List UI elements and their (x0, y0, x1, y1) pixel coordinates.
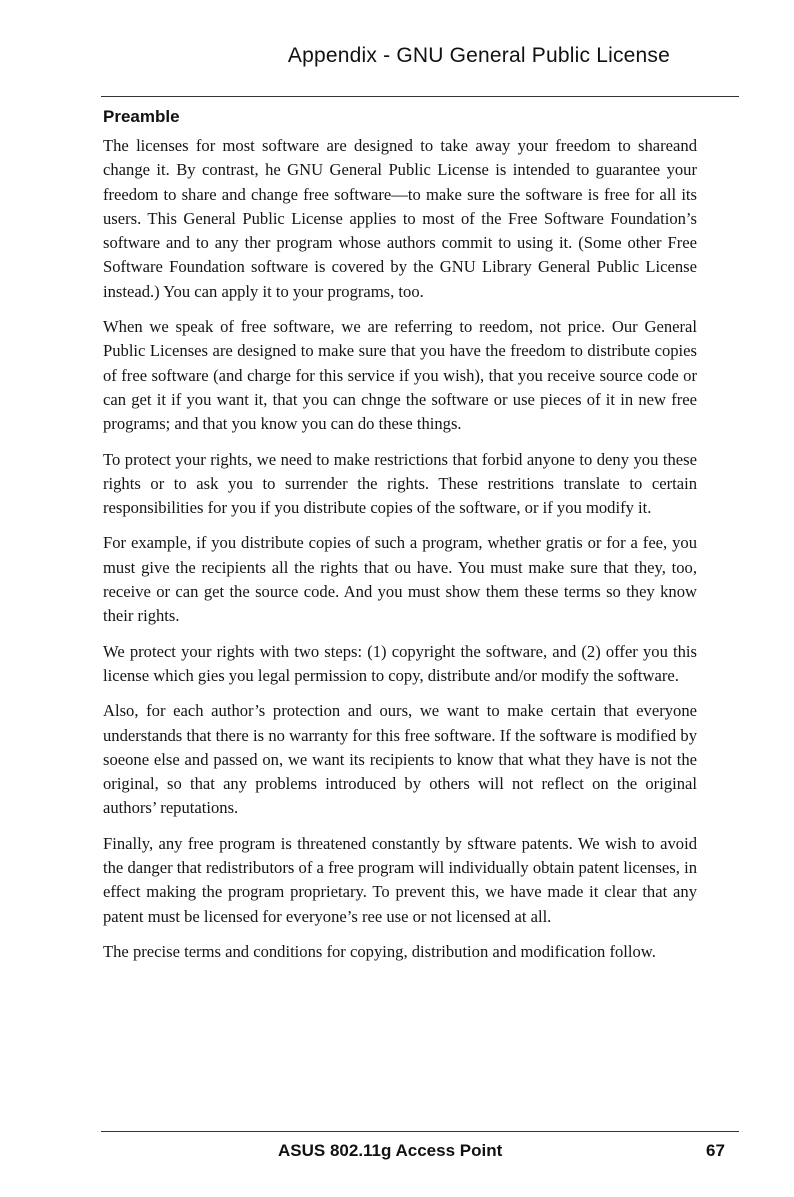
paragraph: The precise terms and conditions for copying, distribution and modification follow. (103, 941, 656, 961)
page-header-title: Appendix - GNU General Public License (287, 44, 670, 67)
paragraph: The licenses for most software are designed to take away your freedom to shareand change it. By contrast, he GNU General Public License is intended to guarantee your freedom to share and change free software—to make sure the software is free for all its users. This General Public License applies to most of the Free Software Foundation’s software and to any ther program whose authors commit to using it. (Some other Free Software Foundation software is covered by the GNU Library General Public License instead.) You can apply it to your programs, too. (103, 136, 697, 301)
paragraph: We protect your rights with two steps: (1) copyright the software, and (2) offer you this license which gies you legal permission to copy, distribute and/or modify the software. (103, 641, 697, 685)
paragraph: When we speak of free software, we are referring to reedom, not price. Our General Public Licenses are designed to make sure that you have the freedom to distribute copies of free software (and charge for this service if you wish), that you receive source code or can get it if you want it, that you can chnge the software or use pieces of it in new free programs; and that you know you can do these things. (103, 317, 697, 434)
footer-title: ASUS 802.11g Access Point (278, 1141, 503, 1160)
paragraph: To protect your rights, we need to make restrictions that forbid anyone to deny you these rights or to ask you to surrender the rights. These restritions translate to certain responsibilities for you if you distribute copies of the software, or if you modify it. (103, 449, 697, 518)
page-number: 67 (706, 1141, 725, 1160)
paragraph: Also, for each author’s protection and ours, we want to make certain that everyone understands that there is no warranty for this free software. If the software is modified by soeone else and passed on, we want its recipients to know that what they have is not the original, so that any problems introduced by others will not reflect on the original authors’ reputations. (103, 701, 697, 818)
section-heading: Preamble (103, 107, 180, 126)
body-text (103, 134, 697, 975)
footer-divider (101, 1131, 739, 1132)
header-divider (101, 96, 739, 97)
paragraph: For example, if you distribute copies of such a program, whether gratis or for a fee, you must give the recipients all the rights that ou have. You must make sure that they, too, receive or can get the source code. And you must show them these terms so they know their rights. (103, 533, 697, 626)
paragraph: Finally, any free program is threatened constantly by sftware patents. We wish to avoid the danger that redistributors of a free program will individually obtain patent licenses, in effect making the program proprietary. To prevent this, we have made it clear that any patent must be licensed for everyone’s ree use or not licensed at all. (103, 833, 697, 926)
